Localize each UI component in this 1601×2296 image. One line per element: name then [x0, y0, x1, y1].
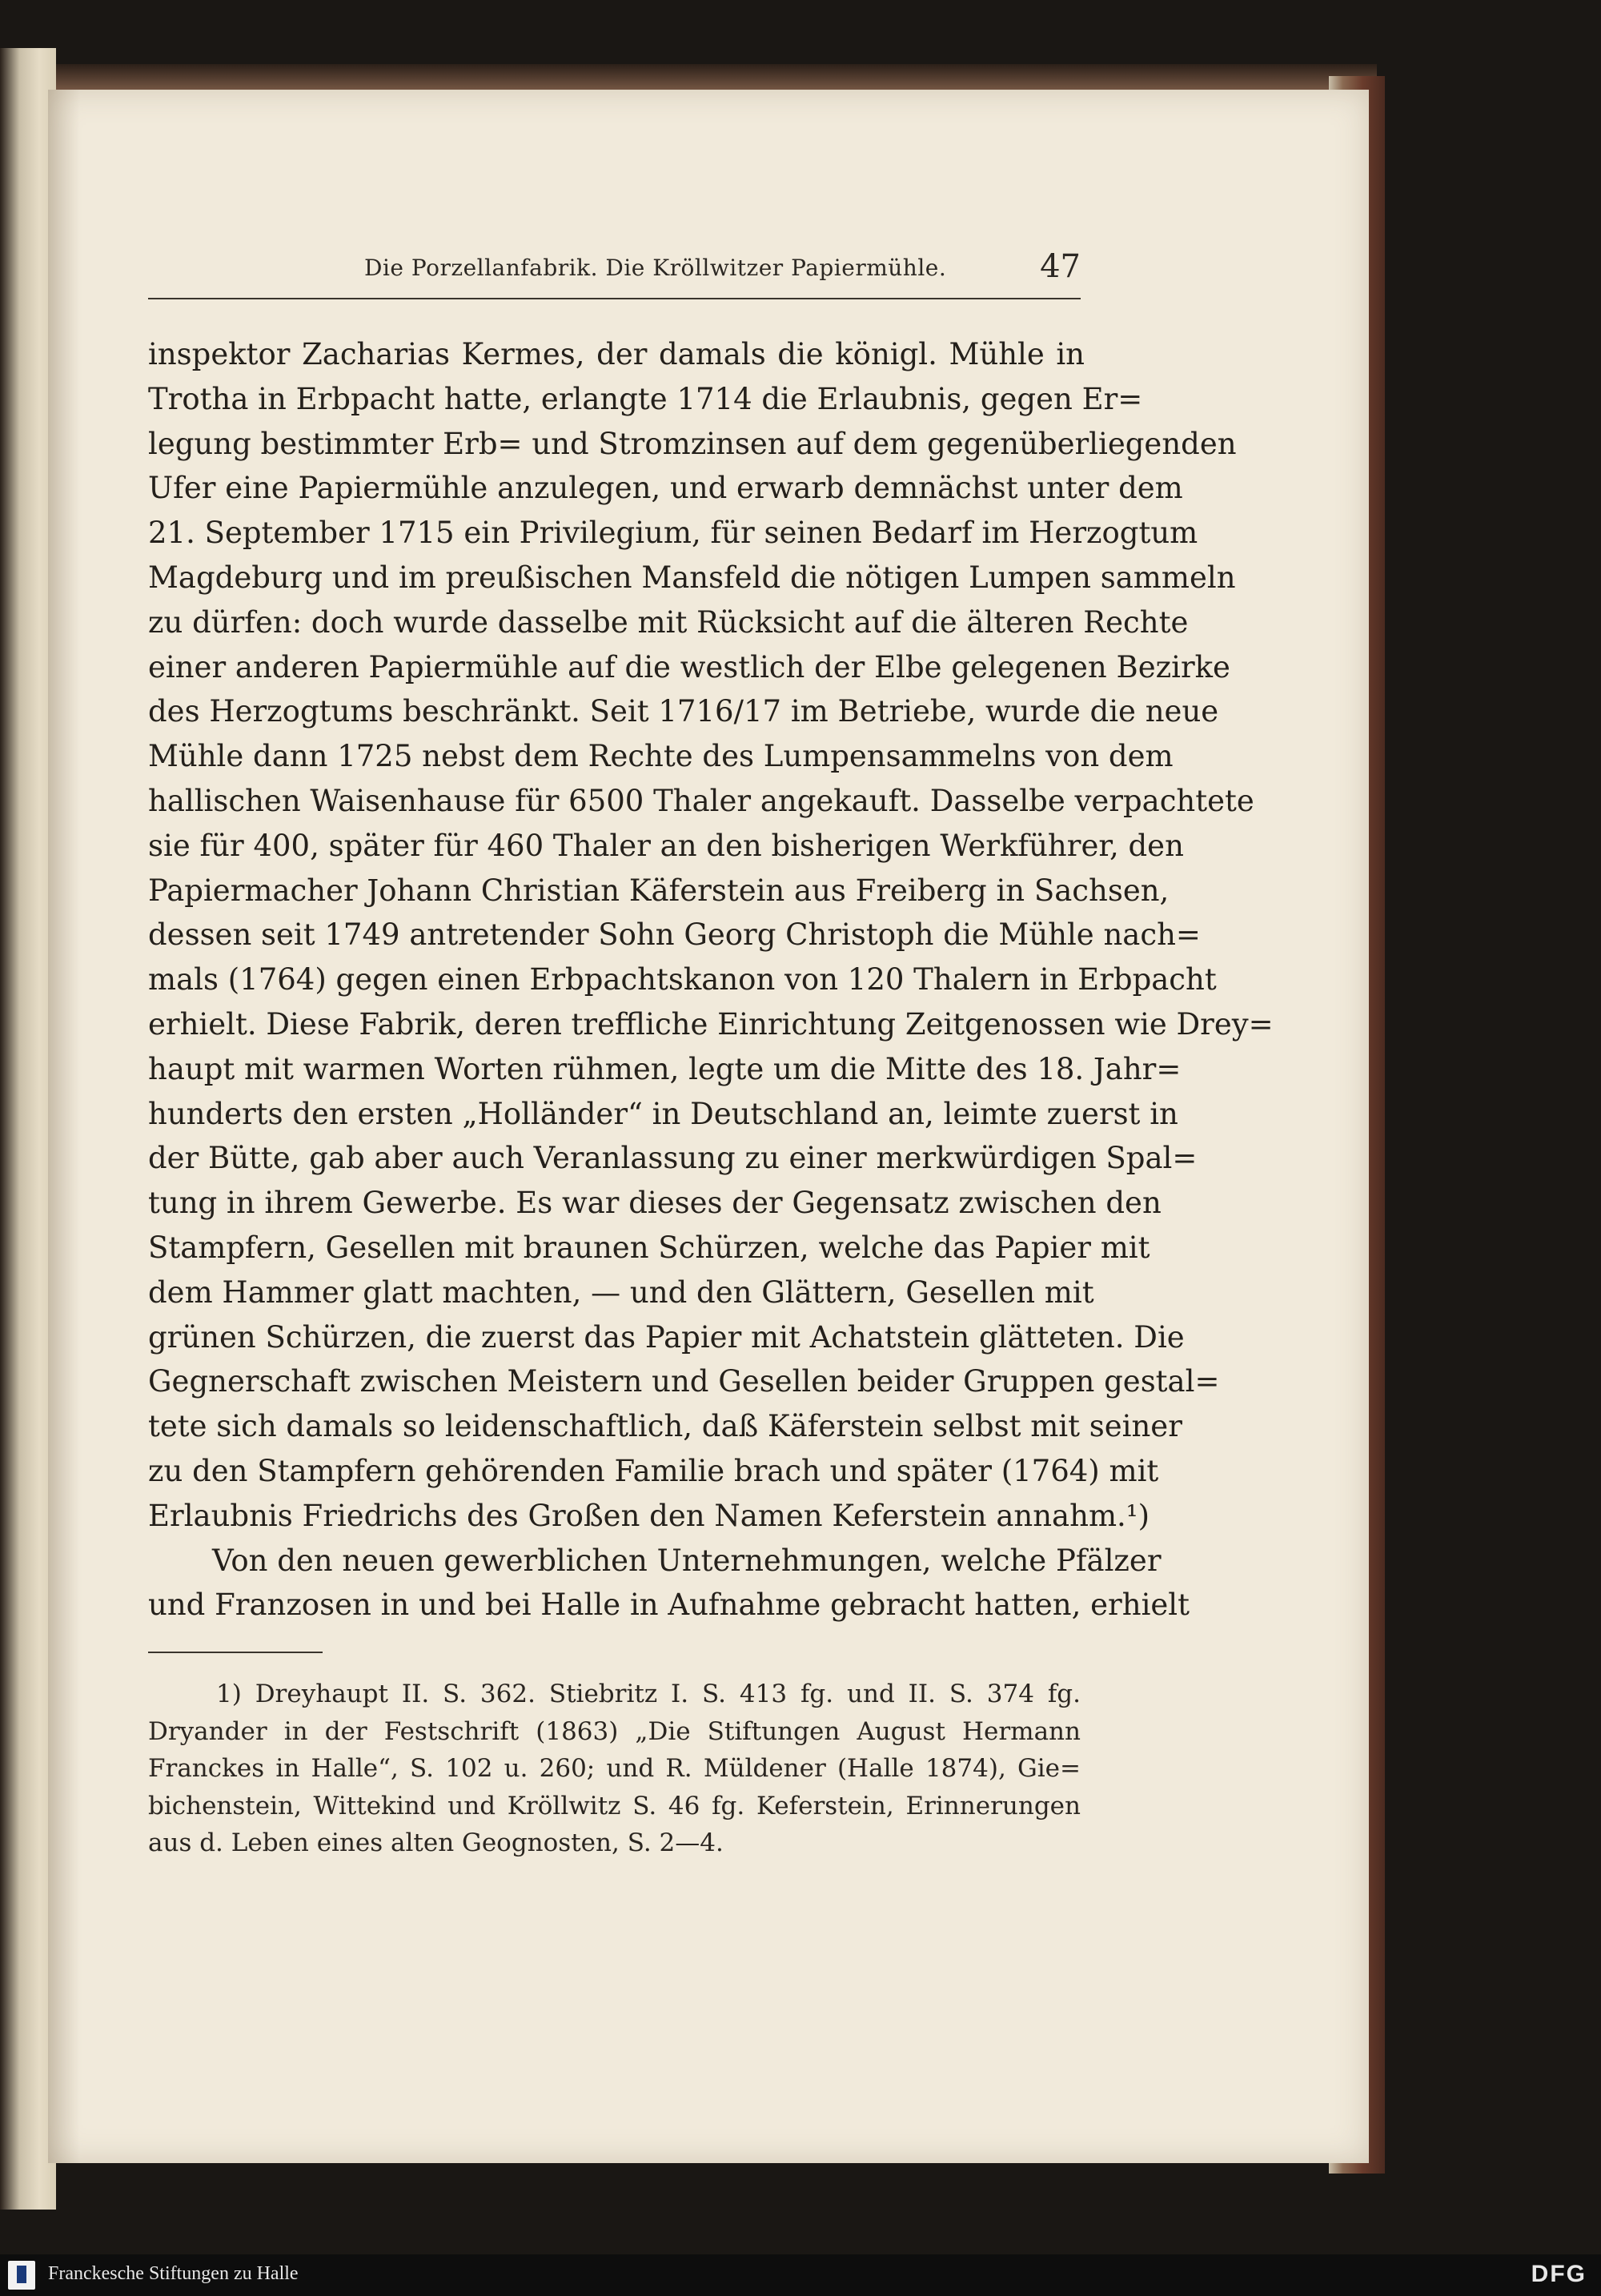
text-line: tete sich damals so leidenschaftlich, daß Käferstein selbst mit seiner	[148, 1409, 1182, 1444]
text-line: Trotha in Erbpacht hatte, erlangte 1714 die Erlaubnis, gegen Er=	[148, 381, 1143, 416]
text-line: erhielt. Diese Fabrik, deren treffliche Einrichtung Zeitgenossen wie Drey=	[148, 1006, 1274, 1042]
text-line: und Franzosen in und bei Halle in Aufnahme gebracht hatten, erhielt	[148, 1588, 1190, 1623]
text-line: Papiermacher Johann Christian Käferstein aus Freiberg in Sachsen,	[148, 873, 1170, 908]
footnote-line: 1) Dreyhaupt II. S. 362. Stiebritz I. S. 413 fg. und II. S. 374 fg.	[216, 1680, 1081, 1708]
institution-link[interactable]: Franckesche Stiftungen zu Halle	[48, 2263, 299, 2284]
footnote-line: Dryander in der Festschrift (1863) „Die Stiftungen August Hermann	[148, 1716, 1081, 1746]
viewer-footer-bar	[0, 2254, 1601, 2296]
text-line: Gegnerschaft zwischen Meistern und Gesellen beider Gruppen gestal=	[148, 1364, 1220, 1399]
text-line: tung in ihrem Gewerbe. Es war dieses der Gegensatz zwischen den	[148, 1186, 1162, 1221]
footnotes	[148, 1676, 1081, 1862]
text-line: Mühle dann 1725 nebst dem Rechte des Lumpensammelns von dem	[148, 739, 1174, 774]
text-line: 21. September 1715 ein Privilegium, für seinen Bedarf im Herzogtum	[148, 516, 1198, 551]
main-text	[148, 332, 1274, 1628]
footnote-line: aus d. Leben eines alten Geognosten, S. 2—4.	[148, 1828, 724, 1857]
footnote-divider	[148, 1652, 323, 1653]
text-line: dessen seit 1749 antretender Sohn Georg Christoph die Mühle nach=	[148, 917, 1201, 953]
text-line: einer anderen Papiermühle auf die westlich der Elbe gelegenen Bezirke	[148, 649, 1230, 684]
text-line: Stampfern, Gesellen mit braunen Schürzen, welche das Papier mit	[148, 1230, 1150, 1265]
text-line: Erlaubnis Friedrichs des Großen den Namen Keferstein annahm.¹)	[148, 1498, 1150, 1533]
text-line: legung bestimmter Erb= und Stromzinsen auf dem gegenüberliegenden	[148, 426, 1237, 461]
text-line: zu den Stampfern gehörenden Familie brach und später (1764) mit	[148, 1453, 1159, 1488]
text-line: Ufer eine Papiermühle anzulegen, und erwarb demnächst unter dem	[148, 471, 1183, 506]
text-line: mals (1764) gegen einen Erbpachtskanon von 120 Thalern in Erbpacht	[148, 962, 1217, 997]
page-number: 47	[1040, 248, 1081, 285]
text-line: haupt mit warmen Worten rühmen, legte um die Mitte des 18. Jahr=	[148, 1051, 1182, 1086]
text-line: inspektor Zacharias Kermes, der damals die königl. Mühle in	[148, 337, 1085, 371]
text-line: hunderts den ersten „Holländer“ in Deutschland an, leimte zuerst in	[148, 1096, 1178, 1131]
dfg-logo[interactable]: DFG	[1531, 2261, 1587, 2287]
text-line: zu dürfen: doch wurde dasselbe mit Rücksicht auf die älteren Rechte	[148, 604, 1189, 640]
francke-logo-icon[interactable]	[8, 2261, 35, 2290]
text-line: der Bütte, gab aber auch Veranlassung zu einer merkwürdigen Spal=	[148, 1141, 1198, 1176]
text-line: grünen Schürzen, die zuerst das Papier mit Achatstein glätteten. Die	[148, 1319, 1185, 1355]
text-line: Magdeburg und im preußischen Mansfeld die nötigen Lumpen sammeln	[148, 560, 1236, 595]
page-header	[148, 248, 1081, 299]
footnote-line: bichenstein, Wittekind und Kröllwitz S. 46 fg. Keferstein, Erinnerungen	[148, 1791, 1081, 1820]
running-head: Die Porzellanfabrik. Die Kröllwitzer Papiermühle.	[364, 255, 947, 281]
text-line: sie für 400, später für 460 Thaler an den bisherigen Werkführer, den	[148, 828, 1184, 863]
text-line: Von den neuen gewerblichen Unternehmungen, welche Pfälzer	[212, 1543, 1162, 1578]
text-line: hallischen Waisenhause für 6500 Thaler angekauft. Dasselbe verpachtete	[148, 783, 1254, 818]
text-line: des Herzogtums beschränkt. Seit 1716/17 im Betriebe, wurde die neue	[148, 694, 1219, 729]
text-line: dem Hammer glatt machten, — und den Glättern, Gesellen mit	[148, 1274, 1094, 1310]
footnote-line: Franckes in Halle“, S. 102 u. 260; und R. Müldener (Halle 1874), Gie=	[148, 1754, 1081, 1783]
